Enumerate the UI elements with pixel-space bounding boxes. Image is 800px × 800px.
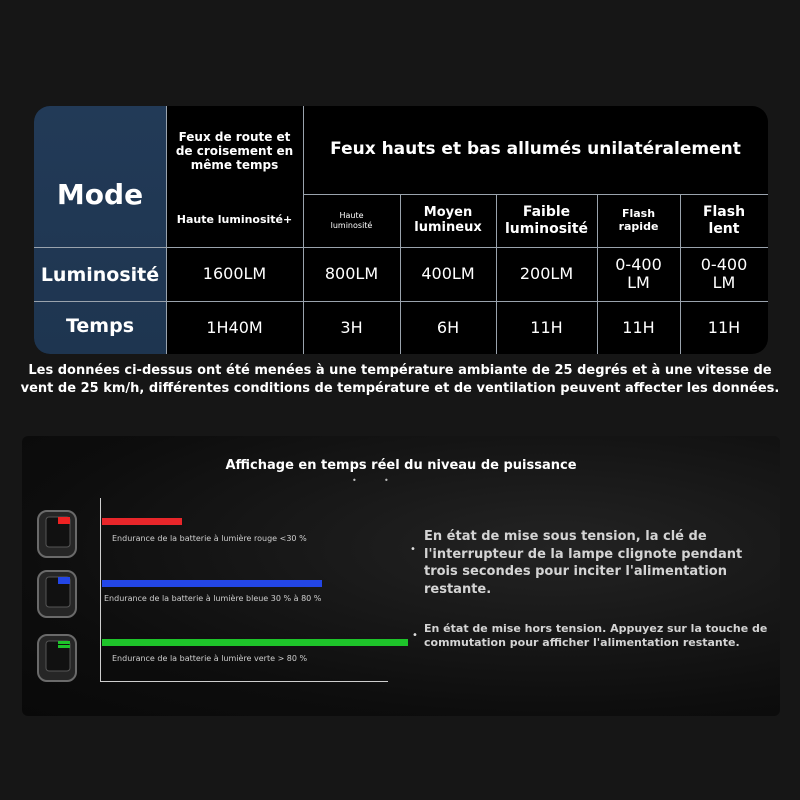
bullet-icon: • — [412, 630, 418, 641]
luminosity-value: 1600LM — [202, 263, 267, 283]
headlamp-green-icon — [36, 632, 80, 684]
power-title: Affichage en temps réel du niveau de puissance — [225, 458, 577, 473]
time-value: 6H — [436, 317, 460, 337]
time-value: 11H — [622, 317, 655, 337]
spec-table — [34, 106, 768, 354]
blue-battery-bar — [102, 580, 322, 587]
time-row-header: Temps — [65, 315, 135, 338]
chart-axis-vertical — [100, 498, 101, 682]
test-conditions-note: Les données ci-dessus ont été menées à une température ambiante de 25 degrés et à une vitesse de vent de 25 km/h, différentes conditions de température et de ventilation peuvent affecter les données. — [20, 363, 780, 397]
mode-header: Mode — [56, 177, 144, 211]
time-value: 11H — [530, 317, 563, 337]
time-value: 11H — [707, 317, 741, 337]
column-header: Faible luminosité — [504, 204, 589, 237]
column-header: Flash lent — [702, 204, 746, 237]
power-off-description: En état de mise hors tension. Appuyez sur la touche de commutation pour afficher l'alimentation restante. — [424, 622, 768, 650]
headlamp-blue-icon — [36, 568, 80, 620]
column-header: Haute luminosité — [330, 211, 373, 230]
luminosity-value: 0-400 LM — [700, 254, 748, 292]
decor-dot: • — [384, 476, 389, 485]
luminosity-value: 400LM — [421, 263, 475, 283]
time-value: 3H — [340, 317, 363, 337]
green-battery-label: Endurance de la batterie à lumière verte > 80 % — [112, 654, 308, 663]
red-battery-label: Endurance de la batterie à lumière rouge <30 % — [112, 534, 307, 543]
luminosity-value: 200LM — [519, 263, 574, 283]
group2-header: Feux hauts et bas allumés unilatéralement — [330, 139, 741, 160]
chart-axis-horizontal — [100, 681, 388, 682]
headlamp-red-icon — [36, 508, 80, 560]
column-header: Haute luminosité+ — [176, 213, 293, 227]
power-level-panel — [22, 436, 780, 716]
green-battery-bar — [102, 639, 408, 646]
column-header: Moyen lumineux — [414, 204, 482, 235]
group1-header: Feux de route et de croisement en même temps — [175, 130, 294, 172]
luminosity-value: 800LM — [324, 263, 379, 283]
time-value: 1H40M — [206, 317, 263, 337]
blue-battery-label: Endurance de la batterie à lumière bleue 30 % à 80 % — [104, 594, 322, 603]
bullet-icon: • — [410, 544, 416, 555]
red-battery-bar — [102, 518, 182, 525]
luminosity-row-header: Luminosité — [40, 264, 160, 287]
decor-dot: • — [352, 476, 357, 485]
column-header: Flash rapide — [618, 206, 659, 233]
luminosity-value: 0-400 LM — [615, 254, 662, 292]
power-on-description: En état de mise sous tension, la clé de l'interrupteur de la lampe clignote pendant trois secondes pour inciter l'alimentation restante. — [424, 529, 743, 597]
